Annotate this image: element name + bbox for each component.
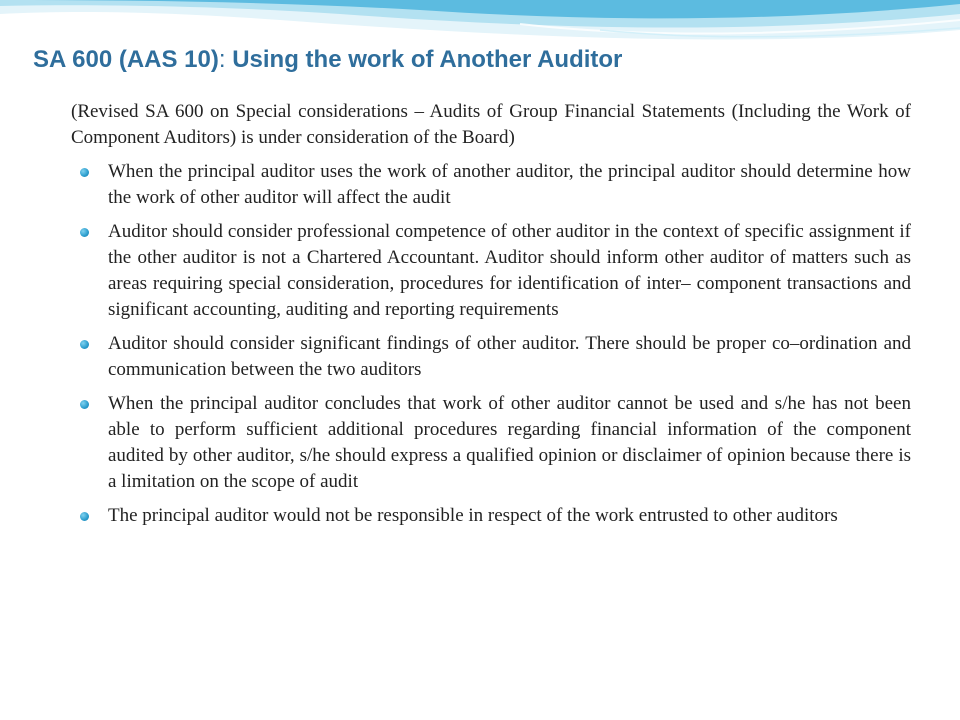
title-colon: : bbox=[218, 46, 226, 73]
slide-body bbox=[71, 99, 911, 537]
bullet-item bbox=[71, 503, 911, 529]
bullet-text: Auditor should consider significant findings of other auditor. There should be proper co–ordination and communication between the two auditors bbox=[108, 333, 911, 380]
bullet-item bbox=[71, 331, 911, 383]
intro-note: (Revised SA 600 on Special considerations – Audits of Group Financial Statements (Including the Work of Component Auditors) is under consideration of the Board) bbox=[71, 101, 911, 148]
bullet-dot-icon bbox=[80, 168, 89, 177]
bullet-text: Auditor should consider professional competence of other auditor in the context of specific assignment if the other auditor is not a Chartered Accountant. Auditor should inform other auditor of matters such as areas requiring special consideration, procedures for identification of inter– component transactions and significant accounting, auditing and reporting requirements bbox=[108, 221, 911, 320]
bullet-dot-icon bbox=[80, 228, 89, 237]
bullet-dot-icon bbox=[80, 512, 89, 521]
bullet-item bbox=[71, 391, 911, 495]
slide-title bbox=[33, 44, 933, 76]
bullet-text: When the principal auditor uses the work of another auditor, the principal auditor should determine how the work of other auditor will affect the audit bbox=[108, 161, 911, 208]
bullet-item bbox=[71, 219, 911, 323]
bullet-dot-icon bbox=[80, 400, 89, 409]
title-subject: Using the work of Another Auditor bbox=[225, 46, 623, 73]
bullet-list bbox=[71, 159, 911, 529]
title-standard: SA 600 (AAS 10) bbox=[33, 46, 219, 73]
bullet-dot-icon bbox=[80, 340, 89, 349]
bullet-item bbox=[71, 159, 911, 211]
bullet-text: The principal auditor would not be responsible in respect of the work entrusted to other auditors bbox=[108, 505, 838, 526]
bullet-text: When the principal auditor concludes that work of other auditor cannot be used and s/he has not been able to perform sufficient additional procedures regarding financial information of the component audited by other auditor, s/he should express a qualified opinion or disclaimer of opinion because there is a limitation on the scope of audit bbox=[108, 393, 911, 492]
